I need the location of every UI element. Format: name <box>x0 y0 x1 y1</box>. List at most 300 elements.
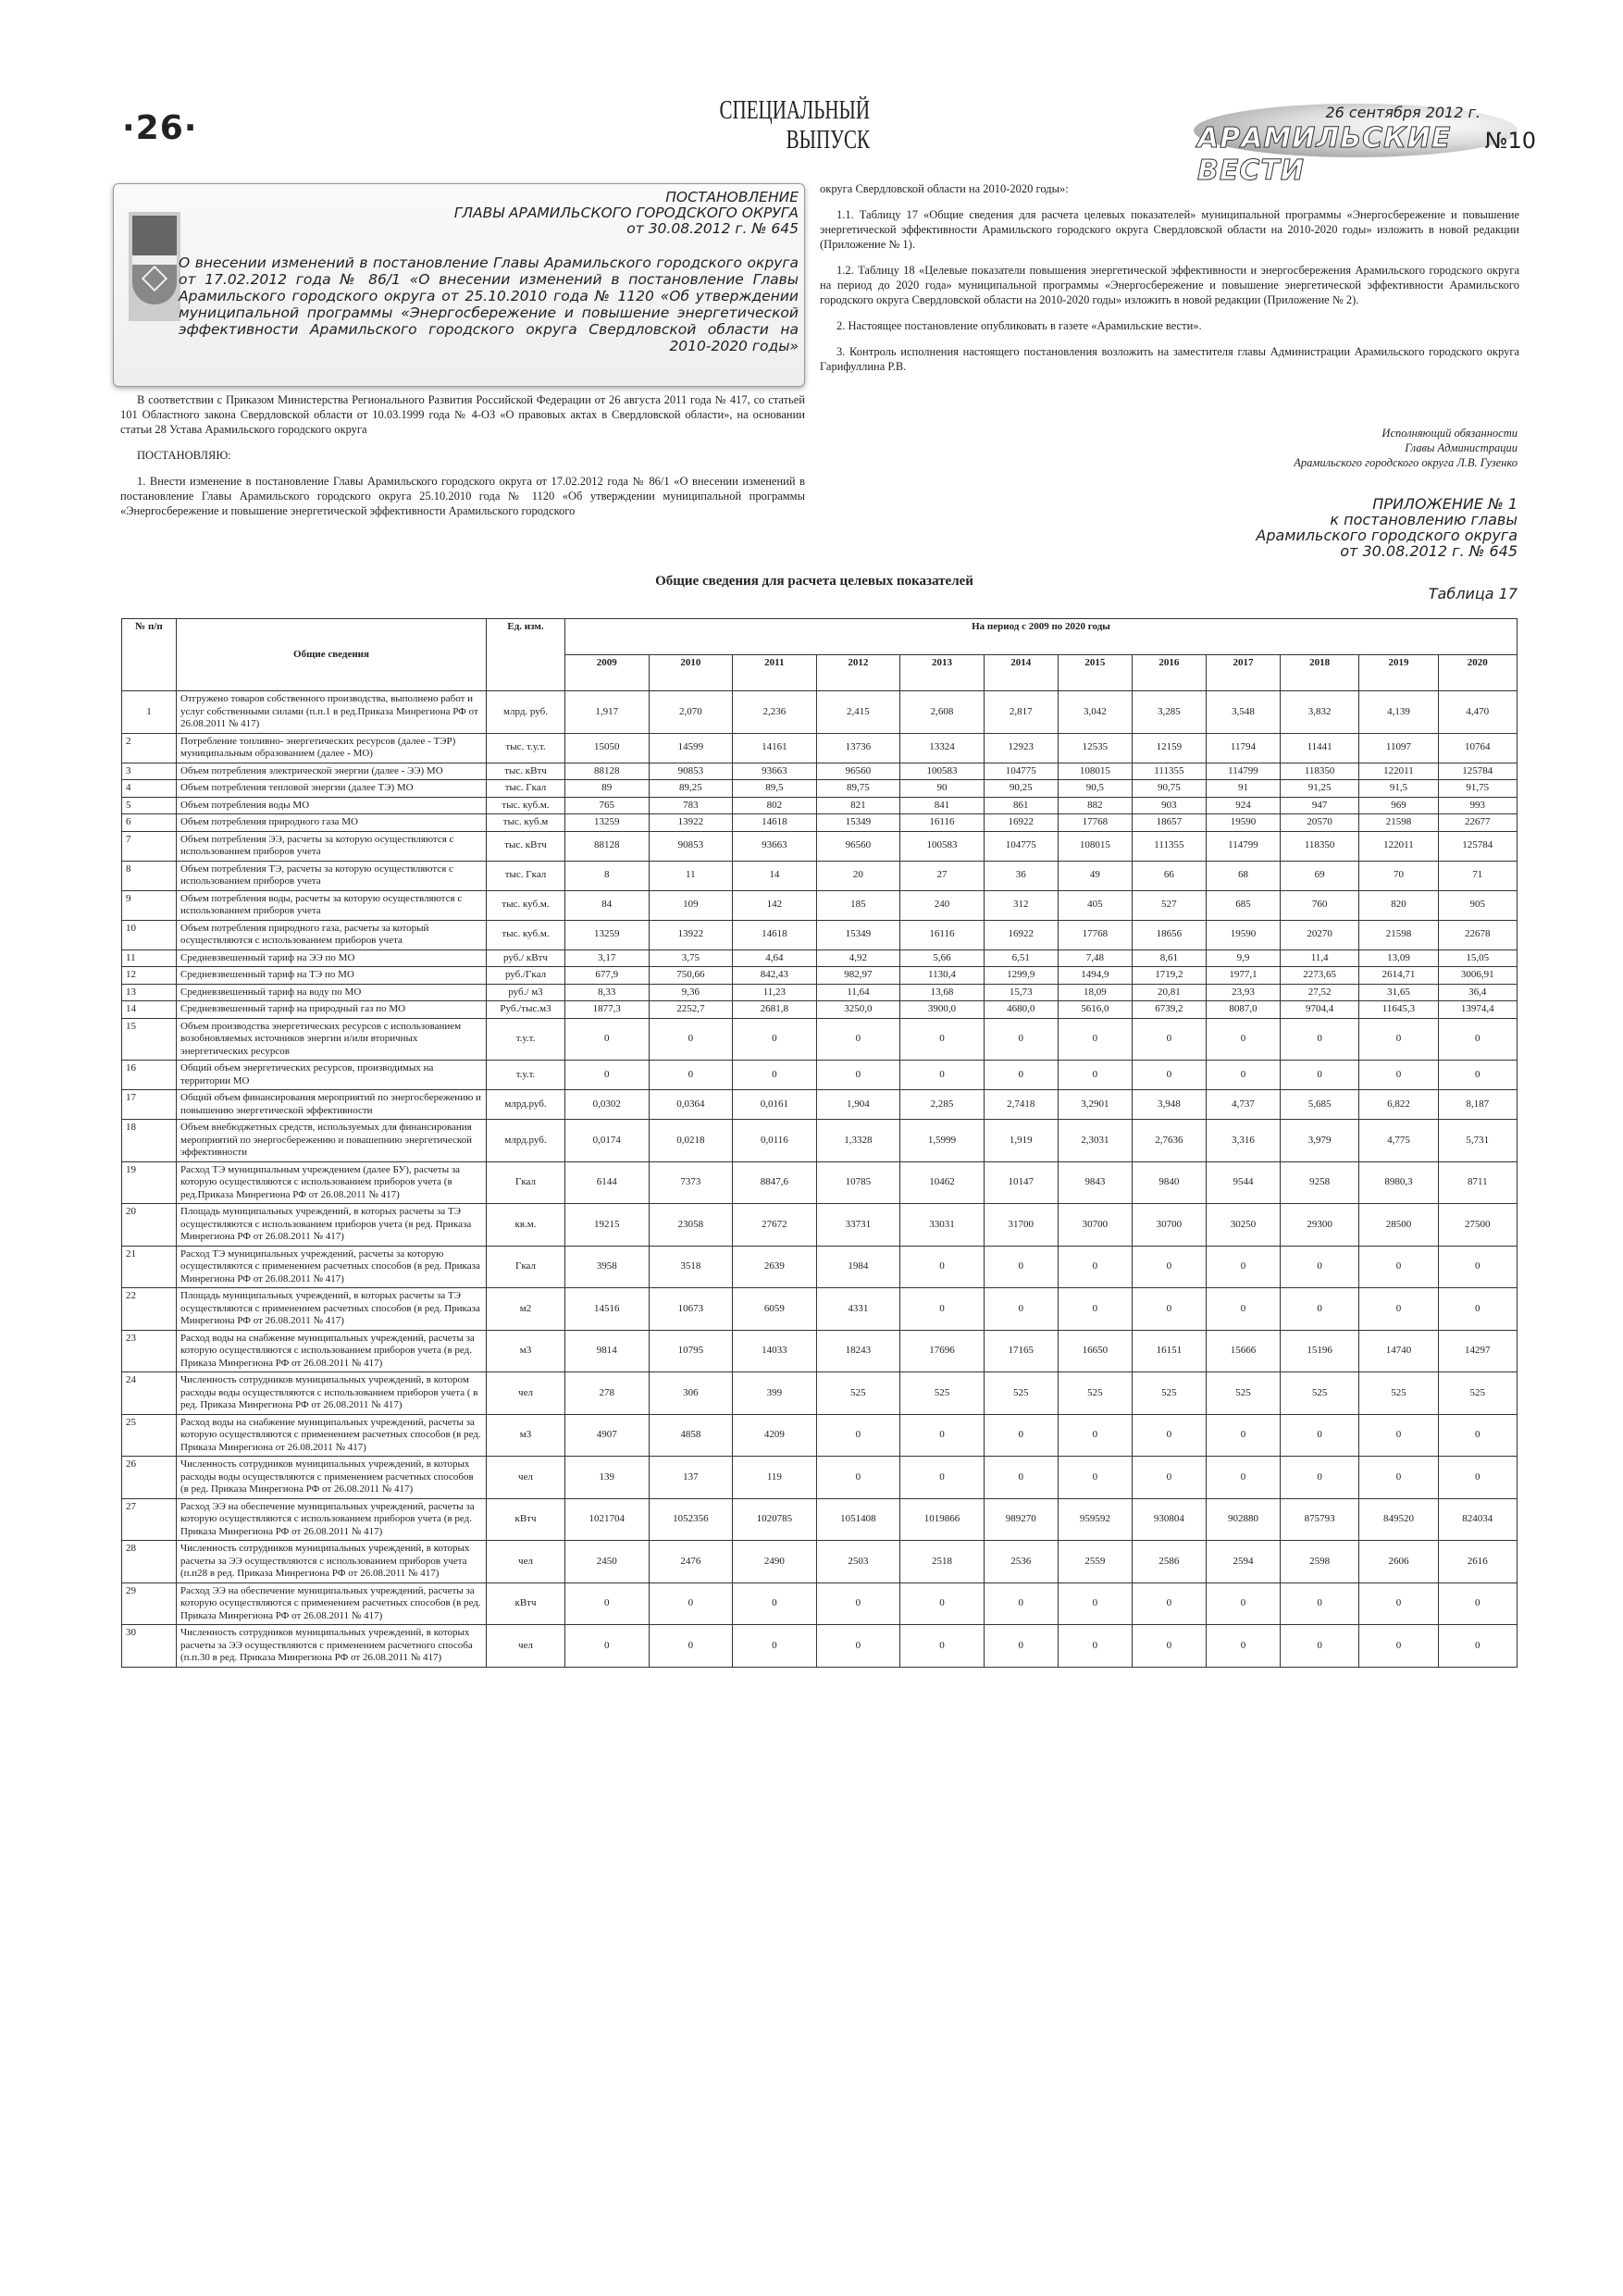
row-description: Средневзвешенный тариф на воду по МО <box>177 984 487 1001</box>
value-cell: 91,25 <box>1280 780 1358 798</box>
value-cell: 9814 <box>565 1330 650 1372</box>
value-cell: 0 <box>733 1061 817 1090</box>
value-cell: 70 <box>1359 861 1438 890</box>
value-cell: 5616,0 <box>1058 1001 1132 1019</box>
value-cell: 0 <box>1438 1582 1517 1625</box>
value-cell: 10785 <box>816 1161 900 1204</box>
year-header: 2012 <box>816 655 900 691</box>
table-row <box>122 1625 1518 1668</box>
header-num: № п/п <box>122 619 177 691</box>
value-cell: 982,97 <box>816 967 900 985</box>
value-cell: 31,65 <box>1359 984 1438 1001</box>
value-cell: 12535 <box>1058 733 1132 763</box>
value-cell: 22677 <box>1438 814 1517 832</box>
value-cell: 875793 <box>1280 1498 1358 1541</box>
year-header: 2019 <box>1359 655 1438 691</box>
value-cell: 3,17 <box>565 949 650 967</box>
value-cell: 0 <box>1132 1288 1206 1331</box>
value-cell: 0 <box>1359 1625 1438 1668</box>
row-number: 21 <box>122 1246 177 1288</box>
value-cell: 4209 <box>733 1414 817 1457</box>
row-description: Расход воды на снабжение муниципальных учреждений, расчеты за которую осуществляются с использованием приборов учета (в ред. Приказа Минрегиона РФ от 26.08.2011 № 417) <box>177 1330 487 1372</box>
row-unit: тыс. куб.м. <box>487 890 565 920</box>
value-cell: 17696 <box>900 1330 985 1372</box>
value-cell: 0 <box>984 1061 1058 1090</box>
value-cell: 18243 <box>816 1330 900 1372</box>
row-description: Объем потребления ТЭ, расчеты за которую осуществляются с использованием приборов учета <box>177 861 487 890</box>
row-description: Объем потребления тепловой энергии (далее ТЭ) МО <box>177 780 487 798</box>
value-cell: 33731 <box>816 1204 900 1247</box>
value-cell: 0 <box>984 1246 1058 1288</box>
row-unit: кВтч <box>487 1498 565 1541</box>
value-cell: 66 <box>1132 861 1206 890</box>
table-row <box>122 1246 1518 1288</box>
value-cell: 930804 <box>1132 1498 1206 1541</box>
value-cell: 8980,3 <box>1359 1161 1438 1204</box>
row-unit: чел <box>487 1372 565 1415</box>
value-cell: 13324 <box>900 733 985 763</box>
value-cell: 20270 <box>1280 920 1358 949</box>
row-description: Объем потребления электрической энергии (далее - ЭЭ) МО <box>177 763 487 780</box>
value-cell: 0 <box>1359 1288 1438 1331</box>
row-description: Численность сотрудников муниципальных учреждений, в котором расходы воды осуществляются с использованием приборов учета ( в ред. Приказа Минрегиона РФ от 26.08.2011 № 417) <box>177 1372 487 1415</box>
value-cell: 2,7636 <box>1132 1120 1206 1162</box>
header-unit: Ед. изм. <box>487 619 565 691</box>
value-cell: 19590 <box>1206 920 1280 949</box>
value-cell: 525 <box>816 1372 900 1415</box>
value-cell: 959592 <box>1058 1498 1132 1541</box>
row-unit: Гкал <box>487 1161 565 1204</box>
value-cell: 10147 <box>984 1161 1058 1204</box>
year-header: 2014 <box>984 655 1058 691</box>
value-cell: 0 <box>1359 1414 1438 1457</box>
value-cell: 14033 <box>733 1330 817 1372</box>
year-header: 2011 <box>733 655 817 691</box>
value-cell: 0 <box>816 1061 900 1090</box>
row-number: 15 <box>122 1018 177 1061</box>
value-cell: 11,64 <box>816 984 900 1001</box>
value-cell: 0,0161 <box>733 1090 817 1120</box>
value-cell: 527 <box>1132 890 1206 920</box>
year-header: 2015 <box>1058 655 1132 691</box>
value-cell: 0 <box>1280 1246 1358 1288</box>
header-period: На период с 2009 по 2020 годы <box>565 619 1518 655</box>
value-cell: 185 <box>816 890 900 920</box>
row-number: 8 <box>122 861 177 890</box>
value-cell: 0 <box>900 1414 985 1457</box>
value-cell: 0 <box>1438 1457 1517 1499</box>
signature-line: Исполняющий обязанности <box>1381 427 1518 440</box>
table-row <box>122 949 1518 967</box>
row-number: 26 <box>122 1457 177 1499</box>
row-unit: руб./ кВтч <box>487 949 565 967</box>
table-row <box>122 1498 1518 1541</box>
value-cell: 0 <box>900 1061 985 1090</box>
row-unit: чел <box>487 1457 565 1499</box>
table-row <box>122 1288 1518 1331</box>
value-cell: 0 <box>1206 1414 1280 1457</box>
value-cell: 1052356 <box>649 1498 733 1541</box>
table-row <box>122 1061 1518 1090</box>
value-cell: 0 <box>816 1018 900 1061</box>
value-cell: 947 <box>1280 797 1358 814</box>
value-cell: 3958 <box>565 1246 650 1288</box>
table-row <box>122 1090 1518 1120</box>
value-cell: 19215 <box>565 1204 650 1247</box>
body-paragraph: 1.1. Таблицу 17 «Общие сведения для расчета целевых показателей» муниципальной программы «Энергосбережение и повышение энергетической эффективности Арамильского городского округа Свердловской области на 2010-2020 годы» изложить в новой редакции (Приложение № 1). <box>820 208 1519 251</box>
row-description: Расход ТЭ муниципальных учреждений, расчеты за которую осуществляются с применением расчетных способов (в ред. Приказа Минрегиона РФ от 26.08.2011 № 417) <box>177 1246 487 1288</box>
row-unit: т.у.т. <box>487 1061 565 1090</box>
row-unit: м3 <box>487 1414 565 1457</box>
value-cell: 2586 <box>1132 1541 1206 1583</box>
value-cell: 0 <box>565 1582 650 1625</box>
value-cell: 0 <box>1206 1625 1280 1668</box>
value-cell: 677,9 <box>565 967 650 985</box>
value-cell: 16922 <box>984 920 1058 949</box>
value-cell: 119 <box>733 1457 817 1499</box>
table-header-row <box>122 619 1518 655</box>
value-cell: 3518 <box>649 1246 733 1288</box>
value-cell: 20,81 <box>1132 984 1206 1001</box>
row-unit: млрд.руб. <box>487 1090 565 1120</box>
value-cell: 89,75 <box>816 780 900 798</box>
value-cell: 0 <box>900 1018 985 1061</box>
value-cell: 0 <box>1058 1061 1132 1090</box>
value-cell: 2450 <box>565 1541 650 1583</box>
value-cell: 9840 <box>1132 1161 1206 1204</box>
value-cell: 21598 <box>1359 814 1438 832</box>
value-cell: 820 <box>1359 890 1438 920</box>
value-cell: 0 <box>1058 1018 1132 1061</box>
value-cell: 91,75 <box>1438 780 1517 798</box>
value-cell: 89,5 <box>733 780 817 798</box>
value-cell: 90 <box>900 780 985 798</box>
row-number: 19 <box>122 1161 177 1204</box>
body-left-column <box>120 392 805 529</box>
value-cell: 2,415 <box>816 691 900 734</box>
value-cell: 11,23 <box>733 984 817 1001</box>
value-cell: 0,0302 <box>565 1090 650 1120</box>
value-cell: 11441 <box>1280 733 1358 763</box>
row-number: 3 <box>122 763 177 780</box>
row-number: 11 <box>122 949 177 967</box>
value-cell: 15196 <box>1280 1330 1358 1372</box>
value-cell: 125784 <box>1438 831 1517 861</box>
value-cell: 0 <box>1280 1288 1358 1331</box>
decree-type: ПОСТАНОВЛЕНИЕ <box>665 189 799 205</box>
table-row <box>122 1582 1518 1625</box>
value-cell: 0,0174 <box>565 1120 650 1162</box>
value-cell: 3006,91 <box>1438 967 1517 985</box>
row-description: Объем внебюджетных средств, используемых для финансирования мероприятий по энергосбережению и повашепнию энергетической эффективности <box>177 1120 487 1162</box>
value-cell: 4,92 <box>816 949 900 967</box>
row-number: 27 <box>122 1498 177 1541</box>
row-description: Площадь муниципальных учреждений, в которых расчеты за ТЭ осуществляются с применением расчетных способов (в ред. Приказа Минрегиона РФ от 26.08.2011 № 417) <box>177 1288 487 1331</box>
value-cell: 0,0364 <box>649 1090 733 1120</box>
row-unit: тыс. Гкал <box>487 861 565 890</box>
value-cell: 10764 <box>1438 733 1517 763</box>
year-header: 2018 <box>1280 655 1358 691</box>
value-cell: 7,48 <box>1058 949 1132 967</box>
value-cell: 0,0116 <box>733 1120 817 1162</box>
table-row <box>122 797 1518 814</box>
row-description: Численность сотрудников муниципальных учреждений, в которых расчеты за ЭЭ осуществляются с использованием приборов учета (п.п28 в ред. Приказа Минрегиона РФ от 26.08.2011 № 417) <box>177 1541 487 1583</box>
value-cell: 88128 <box>565 763 650 780</box>
value-cell: 118350 <box>1280 831 1358 861</box>
row-number: 16 <box>122 1061 177 1090</box>
row-description: Общий объем финансирования мероприятий по энергосбережению и повышению энергетической эффективности <box>177 1090 487 1120</box>
value-cell: 30700 <box>1132 1204 1206 1247</box>
value-cell: 2594 <box>1206 1541 1280 1583</box>
value-cell: 969 <box>1359 797 1438 814</box>
value-cell: 399 <box>733 1372 817 1415</box>
value-cell: 0 <box>1438 1288 1517 1331</box>
decree-date-number: от 30.08.2012 г. № 645 <box>626 220 799 237</box>
value-cell: 5,685 <box>1280 1090 1358 1120</box>
value-cell: 6,822 <box>1359 1090 1438 1120</box>
value-cell: 142 <box>733 890 817 920</box>
value-cell: 90,75 <box>1132 780 1206 798</box>
value-cell: 91 <box>1206 780 1280 798</box>
row-number: 29 <box>122 1582 177 1625</box>
table-row <box>122 691 1518 734</box>
value-cell: 13736 <box>816 733 900 763</box>
value-cell: 0 <box>1132 1625 1206 1668</box>
row-unit: млрд.руб. <box>487 1120 565 1162</box>
row-description: Объем потребления воды МО <box>177 797 487 814</box>
value-cell: 36,4 <box>1438 984 1517 1001</box>
body-paragraph: округа Свердловской области на 2010-2020 годы»: <box>820 182 1069 195</box>
value-cell: 4,139 <box>1359 691 1438 734</box>
value-cell: 1019866 <box>900 1498 985 1541</box>
row-unit: тыс. т.у.т. <box>487 733 565 763</box>
value-cell: 0 <box>1132 1582 1206 1625</box>
value-cell: 0 <box>1058 1457 1132 1499</box>
row-description: Отгружено товаров собственного производства, выполнено работ и услуг собственными силами (п.п.1 в ред.Приказа Минрегиона РФ от 26.08.2011 № 417) <box>177 691 487 734</box>
row-number: 14 <box>122 1001 177 1019</box>
value-cell: 90853 <box>649 763 733 780</box>
year-header: 2013 <box>900 655 985 691</box>
value-cell: 16116 <box>900 920 985 949</box>
value-cell: 1021704 <box>565 1498 650 1541</box>
value-cell: 0 <box>1359 1582 1438 1625</box>
value-cell: 525 <box>1280 1372 1358 1415</box>
table-row <box>122 780 1518 798</box>
value-cell: 0 <box>1359 1246 1438 1288</box>
value-cell: 0 <box>1280 1457 1358 1499</box>
value-cell: 525 <box>1206 1372 1280 1415</box>
value-cell: 0 <box>733 1625 817 1668</box>
value-cell: 16922 <box>984 814 1058 832</box>
value-cell: 93663 <box>733 763 817 780</box>
value-cell: 750,66 <box>649 967 733 985</box>
value-cell: 114799 <box>1206 763 1280 780</box>
value-cell: 405 <box>1058 890 1132 920</box>
value-cell: 2536 <box>984 1541 1058 1583</box>
value-cell: 278 <box>565 1372 650 1415</box>
value-cell: 13,68 <box>900 984 985 1001</box>
value-cell: 16151 <box>1132 1330 1206 1372</box>
row-description: Средневзвешенный тариф на ТЭ по МО <box>177 967 487 985</box>
row-unit: тыс. куб.м. <box>487 920 565 949</box>
table-row <box>122 920 1518 949</box>
table-row <box>122 1161 1518 1204</box>
value-cell: 1977,1 <box>1206 967 1280 985</box>
value-cell: 9704,4 <box>1280 1001 1358 1019</box>
value-cell: 4331 <box>816 1288 900 1331</box>
value-cell: 100583 <box>900 763 985 780</box>
value-cell: 9843 <box>1058 1161 1132 1204</box>
row-unit: тыс. куб.м <box>487 814 565 832</box>
value-cell: 0 <box>1206 1061 1280 1090</box>
issue-number: №10 <box>1484 128 1536 154</box>
table-caption: Общие сведения для расчета целевых показателей <box>655 574 973 589</box>
value-cell: 111355 <box>1132 763 1206 780</box>
table-row <box>122 1204 1518 1247</box>
appendix-heading <box>1110 496 1518 559</box>
value-cell: 2503 <box>816 1541 900 1583</box>
value-cell: 0 <box>816 1414 900 1457</box>
row-number: 4 <box>122 780 177 798</box>
value-cell: 19590 <box>1206 814 1280 832</box>
value-cell: 849520 <box>1359 1498 1438 1541</box>
value-cell: 861 <box>984 797 1058 814</box>
year-header: 2016 <box>1132 655 1206 691</box>
value-cell: 0 <box>816 1625 900 1668</box>
value-cell: 2273,65 <box>1280 967 1358 985</box>
row-number: 9 <box>122 890 177 920</box>
page-number: ·26· <box>122 109 198 147</box>
value-cell: 9,9 <box>1206 949 1280 967</box>
value-cell: 36 <box>984 861 1058 890</box>
row-unit: тыс. кВтч <box>487 831 565 861</box>
value-cell: 2,070 <box>649 691 733 734</box>
value-cell: 1130,4 <box>900 967 985 985</box>
value-cell: 14516 <box>565 1288 650 1331</box>
value-cell: 525 <box>1058 1372 1132 1415</box>
row-description: Расход ЭЭ на обеспечение муниципальных учреждений, расчеты за которую осуществляются с использованием приборов учета (в ред. Приказа Минрегиона РФ от 26.08.2011 № 417) <box>177 1498 487 1541</box>
value-cell: 14161 <box>733 733 817 763</box>
value-cell: 1051408 <box>816 1498 900 1541</box>
value-cell: 0 <box>1132 1018 1206 1061</box>
value-cell: 2,236 <box>733 691 817 734</box>
value-cell: 4680,0 <box>984 1001 1058 1019</box>
value-cell: 0 <box>1058 1246 1132 1288</box>
value-cell: 4,64 <box>733 949 817 967</box>
value-cell: 108015 <box>1058 763 1132 780</box>
value-cell: 27672 <box>733 1204 817 1247</box>
value-cell: 993 <box>1438 797 1517 814</box>
value-cell: 16116 <box>900 814 985 832</box>
value-cell: 15349 <box>816 814 900 832</box>
value-cell: 14618 <box>733 814 817 832</box>
value-cell: 2,285 <box>900 1090 985 1120</box>
row-description: Расход ТЭ муниципальным учреждением (далее БУ), расчеты за которую осуществляются с использованием приборов учета (в ред.Приказа Минрегиона РФ от 26.08.2011 № 417) <box>177 1161 487 1204</box>
value-cell: 14740 <box>1359 1330 1438 1372</box>
value-cell: 125784 <box>1438 763 1517 780</box>
table-row <box>122 1372 1518 1415</box>
row-unit: кв.м. <box>487 1204 565 1247</box>
value-cell: 14297 <box>1438 1330 1517 1372</box>
value-cell: 760 <box>1280 890 1358 920</box>
table-row <box>122 967 1518 985</box>
row-number: 12 <box>122 967 177 985</box>
table-row <box>122 1541 1518 1583</box>
value-cell: 783 <box>649 797 733 814</box>
value-cell: 2606 <box>1359 1541 1438 1583</box>
value-cell: 12159 <box>1132 733 1206 763</box>
value-cell: 3,316 <box>1206 1120 1280 1162</box>
year-header: 2020 <box>1438 655 1517 691</box>
newspaper-masthead <box>1184 100 1536 187</box>
value-cell: 11 <box>649 861 733 890</box>
value-cell: 90853 <box>649 831 733 861</box>
signature-line: Арамильского городского округа Л.В. Гузенко <box>1294 456 1518 469</box>
value-cell: 96560 <box>816 763 900 780</box>
value-cell: 525 <box>1132 1372 1206 1415</box>
value-cell: 91,5 <box>1359 780 1438 798</box>
value-cell: 312 <box>984 890 1058 920</box>
value-cell: 18657 <box>1132 814 1206 832</box>
value-cell: 841 <box>900 797 985 814</box>
body-paragraph: 1. Внести изменение в постановление Главы Арамильского городского округа от 17.02.2012 года № 86/1 «О внесении изменений в постановление Главы Арамильского городского округа 25.10.2010 года № 1120 «Об утверждении муниципальной программы «Энергосбережение и повышение энергетической эффективности Арамильского городского <box>120 475 805 517</box>
value-cell: 10795 <box>649 1330 733 1372</box>
value-cell: 111355 <box>1132 831 1206 861</box>
row-description: Объем потребления ЭЭ, расчеты за которую осуществляются с использованием приборов учета <box>177 831 487 861</box>
value-cell: 90,5 <box>1058 780 1132 798</box>
value-cell: 29300 <box>1280 1204 1358 1247</box>
signature-line: Главы Администрации <box>1405 441 1518 454</box>
value-cell: 10673 <box>649 1288 733 1331</box>
decree-heading <box>454 190 799 237</box>
value-cell: 15349 <box>816 920 900 949</box>
value-cell: 13259 <box>565 814 650 832</box>
value-cell: 8087,0 <box>1206 1001 1280 1019</box>
value-cell: 0 <box>1132 1457 1206 1499</box>
value-cell: 93663 <box>733 831 817 861</box>
value-cell: 14618 <box>733 920 817 949</box>
value-cell: 525 <box>1438 1372 1517 1415</box>
value-cell: 5,731 <box>1438 1120 1517 1162</box>
row-description: Расход ЭЭ на обеспечение муниципальных учреждений, расчеты за которую осуществляются с применением расчетных способов (в ред. Приказа Минрегиона РФ от 26.08.2011 № 417) <box>177 1582 487 1625</box>
row-unit: кВтч <box>487 1582 565 1625</box>
value-cell: 12923 <box>984 733 1058 763</box>
value-cell: 9258 <box>1280 1161 1358 1204</box>
value-cell: 17768 <box>1058 920 1132 949</box>
value-cell: 1,3328 <box>816 1120 900 1162</box>
value-cell: 8,187 <box>1438 1090 1517 1120</box>
value-cell: 0 <box>565 1018 650 1061</box>
value-cell: 0 <box>900 1246 985 1288</box>
value-cell: 0 <box>984 1288 1058 1331</box>
value-cell: 0 <box>565 1625 650 1668</box>
value-cell: 0 <box>1058 1625 1132 1668</box>
row-unit: м2 <box>487 1288 565 1331</box>
value-cell: 0 <box>1280 1582 1358 1625</box>
value-cell: 3,285 <box>1132 691 1206 734</box>
value-cell: 11,4 <box>1280 949 1358 967</box>
value-cell: 525 <box>900 1372 985 1415</box>
value-cell: 4,737 <box>1206 1090 1280 1120</box>
value-cell: 0 <box>984 1414 1058 1457</box>
value-cell: 0 <box>733 1018 817 1061</box>
value-cell: 0 <box>1280 1414 1358 1457</box>
issue-date: 26 сентября 2012 г. <box>1325 104 1481 121</box>
value-cell: 6144 <box>565 1161 650 1204</box>
row-description: Объем потребления природного газа МО <box>177 814 487 832</box>
row-unit: руб./Гкал <box>487 967 565 985</box>
value-cell: 122011 <box>1359 763 1438 780</box>
